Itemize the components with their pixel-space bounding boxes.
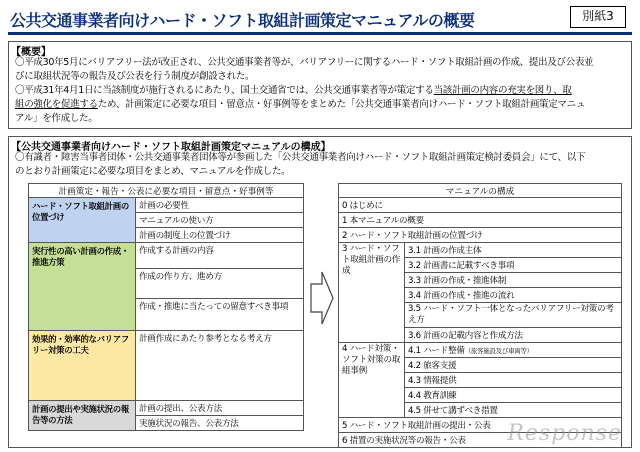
section-cell: 2 ハード・ソフト取組計画の位置づけ [339,228,622,243]
overview-paragraph-1 [15,56,627,84]
items-table-header: 計画策定・報告・公表に必要な項目・留意点・好事例等 [29,184,304,198]
subsection-cell: 4.3 情報提供 [405,373,622,388]
table-row [29,401,304,416]
subsection-note: （旅客施設及び車両等） [464,347,533,355]
overview-heading: 【概要】 [11,47,51,58]
overview-p2-text-cont: ため、計画策定に必要な項目・留意点・好事例等をまとめた「公共交通事業者向けハード・ソフト取組計画策定マニュ [97,99,586,110]
overview-p2-line2 [15,98,627,112]
overview-p1-line1: 〇平成30年5月にバリアフリー法が改正され、公共交通事業者等が、バリアフリーに関するハード・ソフト取組計画の作成、提出及び公表並 [15,57,594,68]
structure-heading: 【公共交通事業者向けハード・ソフト取組計画策定マニュアルの構成】 [11,142,331,153]
subsection-cell: 3.4 計画の作成・推進の流れ [405,288,622,303]
subsection-cell: 4.5 併せて講ずべき措置 [405,403,622,418]
table-row [339,243,622,258]
subsection-cell [405,343,622,358]
item-cell: 計画の制度上の位置づけ [136,228,304,243]
overview-paragraph-2 [15,84,627,126]
overview-p2-line1 [15,84,627,98]
overview-p2-underlined-cont: 組の強化を促進する [15,99,98,110]
category-effective-plan: 実行性の高い計画の作成・推進方策 [29,243,136,331]
subsection-cell: 3.5 ハード・ソフト一体となったバリアフリー対策の考え方 [405,303,622,328]
section-cell: 6 措置の実施状況等の報告・公表 [339,433,622,448]
table-row [339,213,622,228]
table-row [29,198,304,213]
structure-p-line2: のとおり計画策定に必要な項目をまとめ、マニュアルを作成した。 [15,166,291,177]
table-row [29,331,304,401]
table-row [339,198,622,213]
section-cell: 0 はじめに [339,198,622,213]
subsection-cell: 3.2 計画書に記載すべき事項 [405,258,622,273]
structure-paragraph [15,151,627,179]
subsection-cell: 3.3 計画の作成・推進体制 [405,273,622,288]
page-title: 公共交通事業者向けハード・ソフト取組計画策定マニュアルの概要 [10,11,475,30]
item-cell: マニュアルの使い方 [136,213,304,228]
item-cell: 作成の作り方、進め方 [136,269,304,299]
items-table [28,183,304,431]
item-cell: 計画の必要性 [136,198,304,213]
item-cell: 作成する計画の内容 [136,243,304,269]
attachment-badge: 別紙3 [570,6,626,28]
item-cell: 実施状況の報告、公表方法 [136,416,304,431]
category-positioning: ハード・ソフト取組計画の位置づけ [29,198,136,243]
subsection-cell: 3.1 計画の作成主体 [405,243,622,258]
structure-p-line1: 〇有識者・障害当事者団体・公共交通事業者団体等が参画した「公共交通事業者向けハード・ソフト取組計画策定検討委員会」にて、以下 [15,152,586,163]
manual-table-header-row [339,184,622,198]
overview-p2-text: 〇平成31年4月1日に当該制度が施行されるにあたり、国土交通省では、公共交通事業者等が策定する [15,85,434,96]
subsection-cell: 4.2 旅客支援 [405,358,622,373]
right-arrow-icon [310,270,334,326]
section-group-3: 3 ハード・ソフト取組計画の作成 [339,243,405,343]
item-cell: 作成・推進に当たっての留意すべき事項 [136,299,304,331]
title-underline [8,32,632,35]
subsection-cell: 4.4 教育訓練 [405,388,622,403]
manual-table-header: マニュアルの構成 [339,184,622,198]
category-reporting: 計画の提出や実施状況の報告等の方法 [29,401,136,431]
subsection-label: 4.1 ハード整備 [408,346,465,356]
category-barrier-free: 効果的・効率的なバリアフリー対策の工夫 [29,331,136,401]
watermark-logo: Response [507,421,622,446]
overview-p2-line3: アル」を作成した。 [15,113,98,124]
overview-p2-underlined: 当該計画の内容の充実を図り、取 [433,85,572,96]
overview-p1-line2: びに取組状況等の報告及び公表を行う制度が創設された。 [15,71,255,82]
manual-structure-table [338,183,622,448]
overview-box [8,41,632,129]
table-row [339,228,622,243]
table-row [29,243,304,269]
section-cell: 1 本マニュアルの概要 [339,213,622,228]
section-cell: 5 ハード・ソフト取組計画の提出・公表 [339,418,622,433]
table-row [339,343,622,358]
items-table-header-row [29,184,304,198]
subsection-cell: 3.6 計画の記載内容と作成方法 [405,328,622,343]
item-cell: 計画の提出、公表方法 [136,401,304,416]
section-group-4: 4 ハード対策・ソフト対策の取組事例 [339,343,405,418]
item-cell: 計画作成にあたり参考となる考え方 [136,331,304,401]
